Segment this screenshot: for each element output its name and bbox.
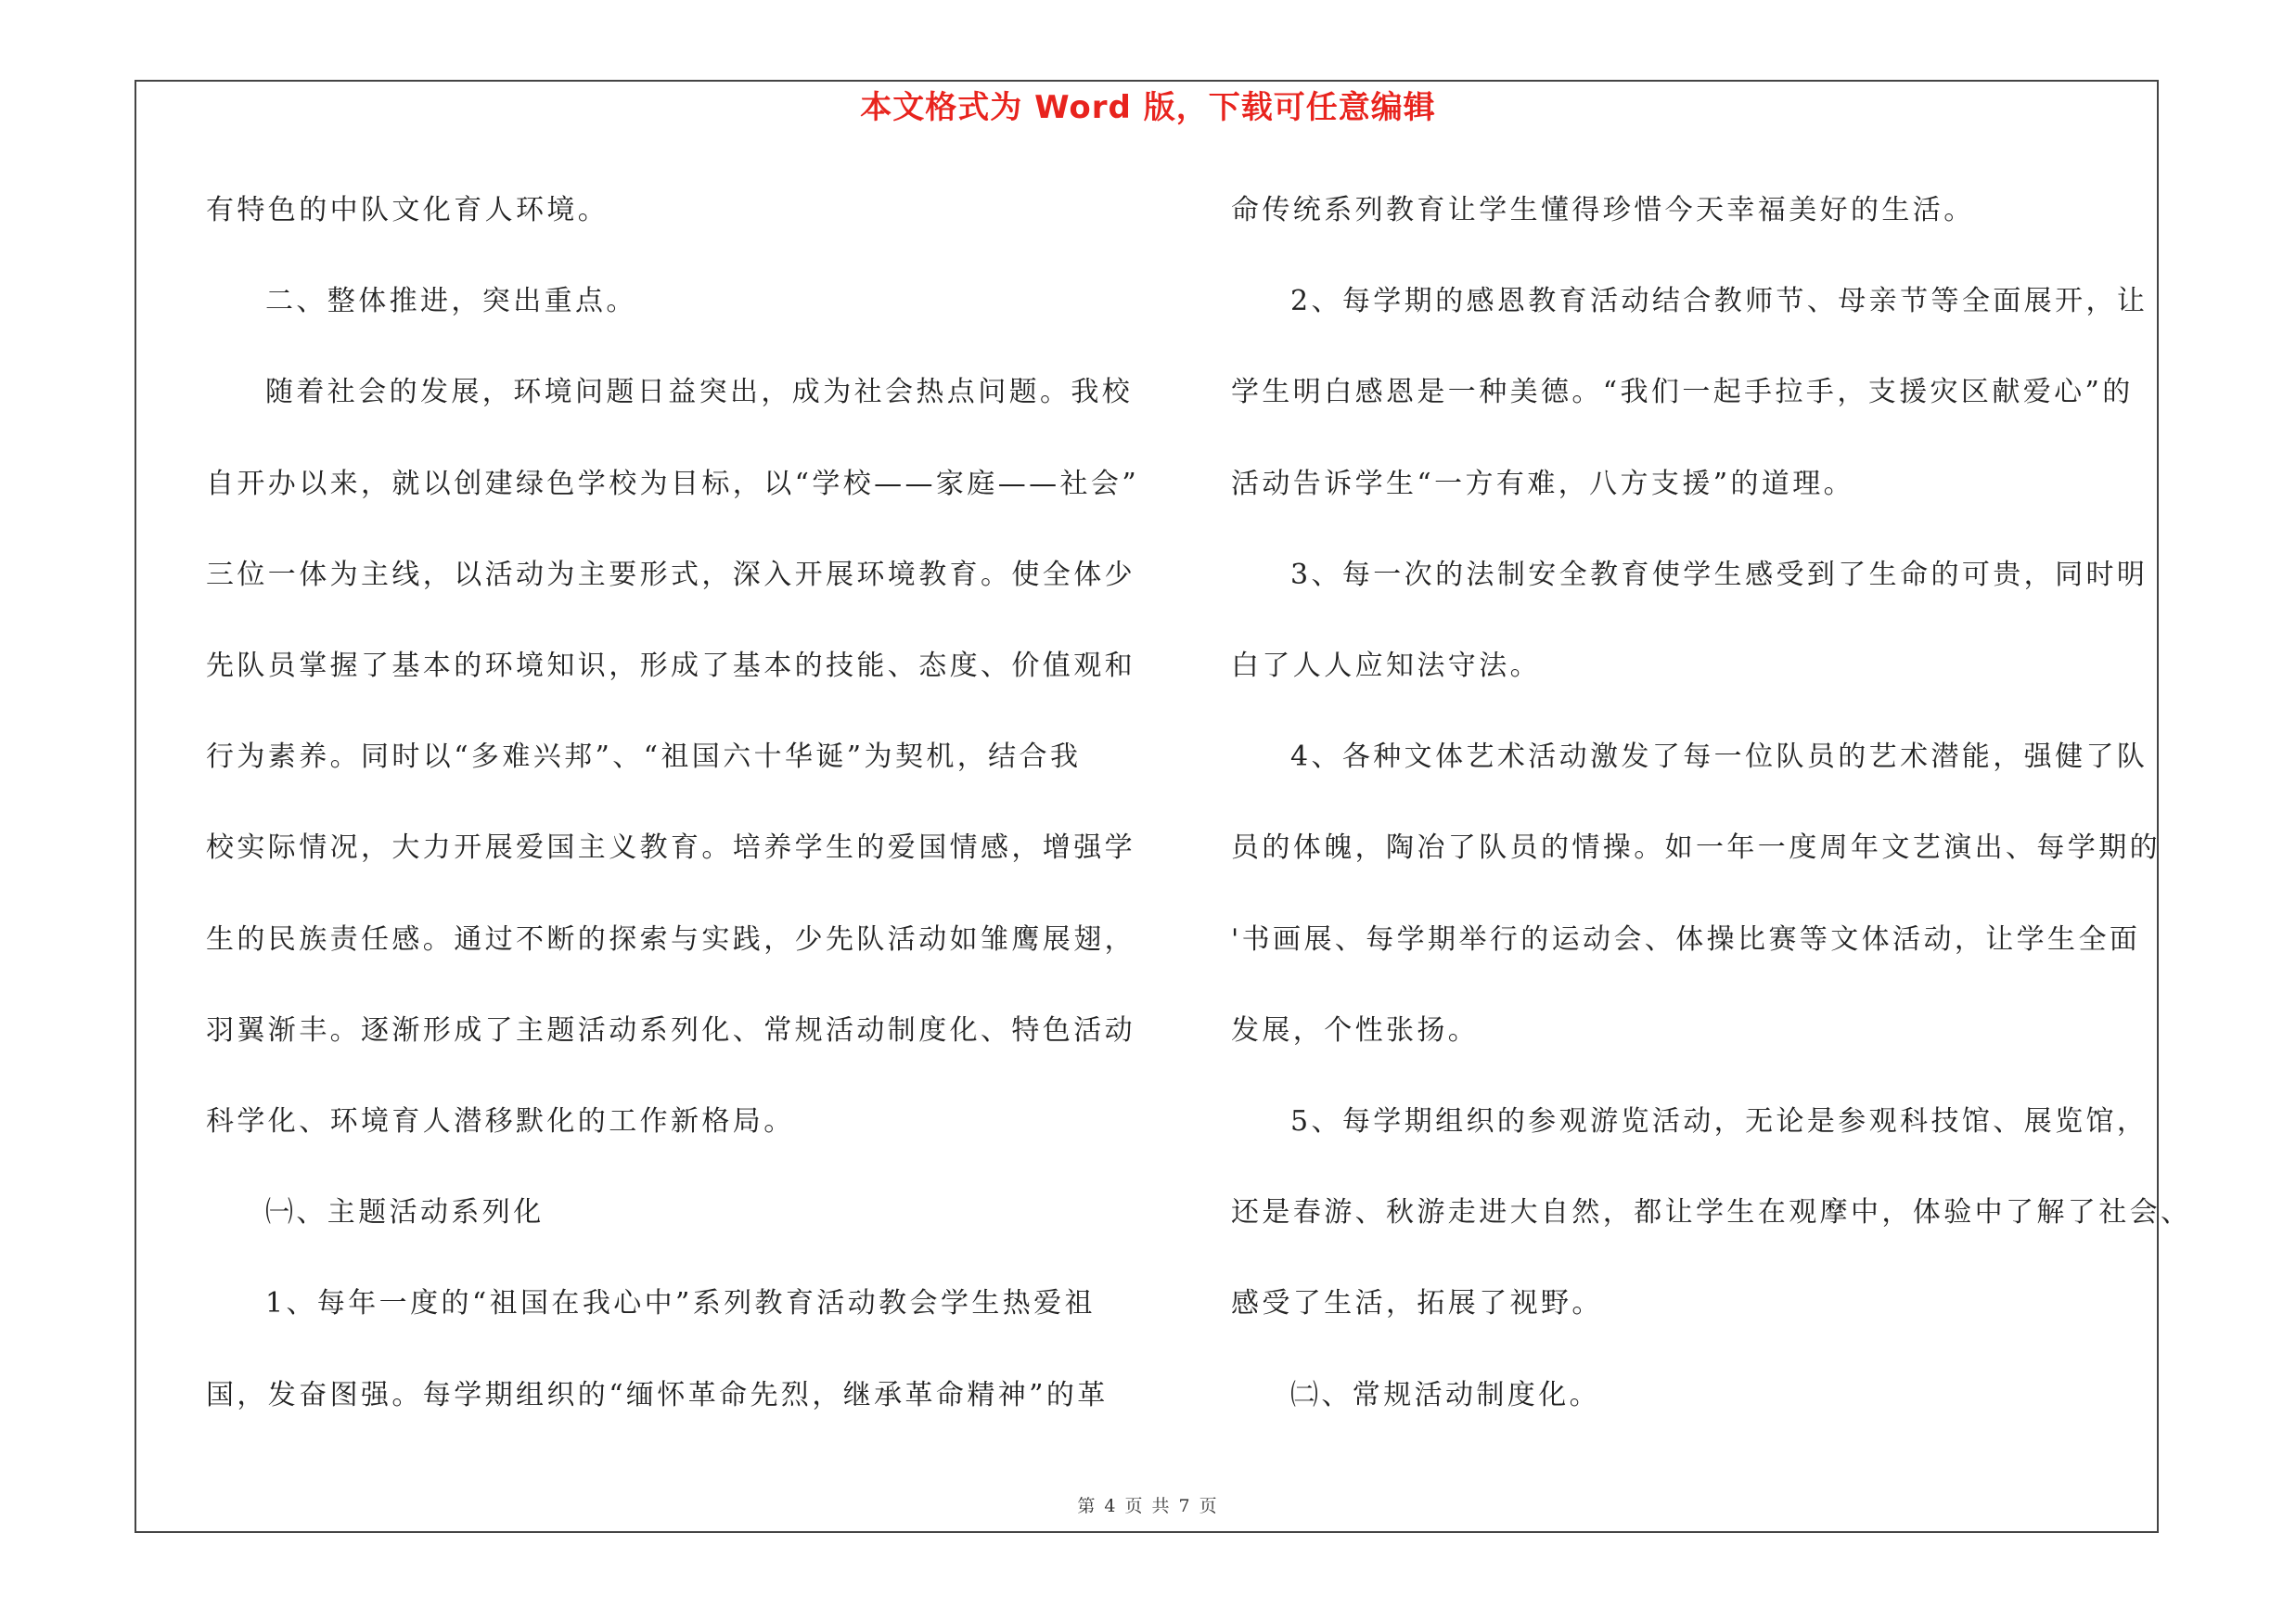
- right-line: 员的体魄，陶冶了队员的情操。如一年一度周年文艺演出、每学期的: [1231, 831, 2161, 865]
- right-column: [1231, 165, 2192, 1441]
- format-banner: 本文格式为 Word 版，下载可任意编辑: [860, 89, 1436, 126]
- left-line: 行为素养。同时以“多难兴邦”、“祖国六十华诞”为契机，结合我: [206, 741, 1082, 774]
- left-line: 科学化、环境育人潜移默化的工作新格局。: [206, 1105, 795, 1139]
- left-line: 羽翼渐丰。逐渐形成了主题活动系列化、常规活动制度化、特色活动: [206, 1013, 1135, 1047]
- right-line: 5、每学期组织的参观游览活动，无论是参观科技馆、展览馆，: [1290, 1105, 2148, 1139]
- left-line: 三位一体为主线，以活动为主要形式，深入开展环境教育。使全体少: [206, 558, 1135, 591]
- right-line: 感受了生活，拓展了视野。: [1231, 1287, 1603, 1320]
- left-line: 生的民族责任感。通过不断的探索与实践，少先队活动如雏鹰展翅，: [206, 922, 1135, 956]
- left-line: 有特色的中队文化育人环境。: [206, 194, 609, 226]
- right-line: 活动告诉学生“一方有难，八方支援”的道理。: [1231, 467, 1855, 500]
- right-line: 命传统系列教育让学生懂得珍惜今天幸福美好的生活。: [1231, 194, 1975, 226]
- right-line: 发展，个性张扬。: [1231, 1013, 1480, 1047]
- left-line: 自开办以来，就以创建绿色学校为目标，以“学校——家庭——社会”: [206, 467, 1140, 500]
- right-line: 2、每学期的感恩教育活动结合教师节、母亲节等全面展开，让: [1290, 285, 2148, 318]
- right-line: 还是春游、秋游走进大自然，都让学生在观摩中，体验中了解了社会、: [1231, 1196, 2192, 1230]
- left-line: ㈠、主题活动系列化: [265, 1196, 545, 1230]
- left-line: 先队员掌握了基本的环境知识，形成了基本的技能、态度、价值观和: [206, 650, 1135, 683]
- page-number-footer: 第 4 页 共 7 页: [1077, 1496, 1219, 1516]
- right-line: 白了人人应知法守法。: [1231, 650, 1541, 683]
- left-line: 随着社会的发展，环境问题日益突出，成为社会热点问题。我校: [265, 376, 1134, 409]
- right-line: 学生明白感恩是一种美德。“我们一起手拉手，支援灾区献爱心”的: [1231, 376, 2134, 409]
- left-line: 1、每年一度的“祖国在我心中”系列教育活动教会学生热爱祖: [265, 1287, 1096, 1320]
- right-line: 4、各种文体艺术活动激发了每一位队员的艺术潜能，强健了队: [1290, 741, 2148, 774]
- left-line: 国，发奋图强。每学期组织的“缅怀革命先烈，继承革命精神”的革: [206, 1378, 1109, 1411]
- left-line: 二、整体推进，突出重点。: [265, 285, 637, 318]
- right-line: ㈡、常规活动制度化。: [1290, 1378, 1600, 1411]
- left-line: 校实际情况，大力开展爱国主义教育。培养学生的爱国情感，增强学: [206, 831, 1135, 865]
- right-line: '书画展、每学期举行的运动会、体操比赛等文体活动，让学生全面: [1231, 922, 2141, 956]
- right-line: 3、每一次的法制安全教育使学生感受到了生命的可贵，同时明: [1290, 558, 2148, 591]
- left-column: [206, 165, 1152, 1441]
